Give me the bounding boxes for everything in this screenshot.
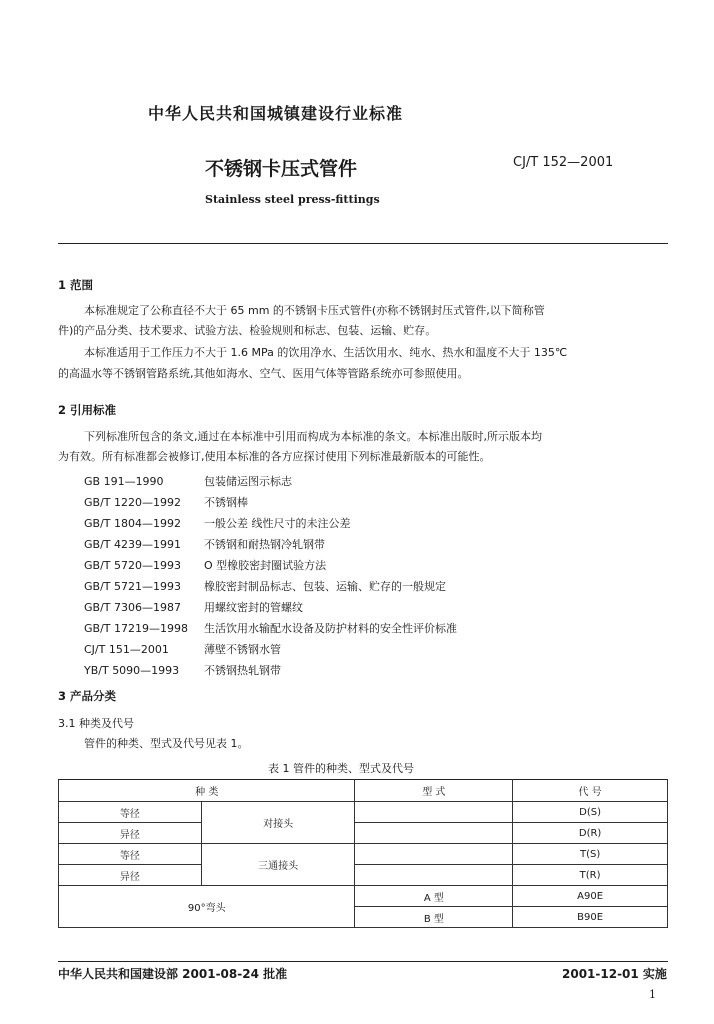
- reference-title: 一般公差 线性尺寸的未注公差: [204, 517, 351, 530]
- fittings-table: [58, 779, 668, 928]
- section-1-paragraph-2-line-2: 的高温水等不锈钢管路系统,其他如海水、空气、医用气体等管路系统亦可参照使用。: [58, 367, 469, 380]
- reference-list: [84, 471, 457, 681]
- reference-item: [84, 660, 457, 681]
- group-cell: 三通接头: [201, 844, 355, 886]
- document-title-english: Stainless steel press-fittings: [205, 193, 380, 206]
- reference-code: GB/T 1804—1992: [84, 517, 181, 530]
- subcategory-cell: 异径: [59, 865, 202, 886]
- form-cell: [355, 802, 513, 823]
- page-number: 1: [649, 988, 656, 1001]
- reference-code: GB/T 1220—1992: [84, 496, 181, 509]
- document-code: CJ/T 152—2001: [513, 155, 614, 170]
- implementation-date: 2001-12-01 实施: [562, 967, 667, 981]
- reference-item: [84, 534, 457, 555]
- reference-item: [84, 555, 457, 576]
- table-row: [59, 886, 668, 907]
- reference-title: 不锈钢和耐热钢冷轧钢带: [204, 538, 325, 551]
- elbow-cell: 90°弯头: [59, 886, 355, 928]
- reference-title: 不锈钢棒: [204, 496, 248, 509]
- reference-item: [84, 618, 457, 639]
- reference-code: GB/T 5720—1993: [84, 559, 181, 572]
- reference-code: GB/T 7306—1987: [84, 601, 181, 614]
- reference-code: GB/T 5721—1993: [84, 580, 181, 593]
- reference-title: 橡胶密封制品标志、包装、运输、贮存的一般规定: [204, 580, 446, 593]
- section-3-heading: 3 产品分类: [58, 689, 117, 703]
- reference-title: 薄壁不锈钢水管: [204, 643, 281, 656]
- section-3-1-heading: 3.1 种类及代号: [58, 717, 134, 730]
- code-cell: T(S): [513, 844, 668, 865]
- reference-title: 生活饮用水输配水设备及防护材料的安全性评价标准: [204, 622, 457, 635]
- approval-line: 中华人民共和国建设部 2001-08-24 批准: [58, 967, 288, 981]
- reference-title: 不锈钢热轧钢带: [204, 664, 281, 677]
- header-code: 代 号: [513, 780, 668, 802]
- section-1-paragraph-2-line-1: 本标准适用于工作压力不大于 1.6 MPa 的饮用净水、生活饮用水、纯水、热水和温度不大于 135℃: [84, 346, 568, 359]
- form-cell: [355, 865, 513, 886]
- subcategory-cell: 等径: [59, 802, 202, 823]
- code-cell: D(S): [513, 802, 668, 823]
- table-1-caption: 表 1 管件的种类、型式及代号: [268, 762, 414, 775]
- reference-code: YB/T 5090—1993: [84, 664, 180, 677]
- reference-item: [84, 597, 457, 618]
- code-cell: T(R): [513, 865, 668, 886]
- group-cell: 对接头: [201, 802, 355, 844]
- form-cell: [355, 844, 513, 865]
- form-cell: A 型: [355, 886, 513, 907]
- reference-code: GB/T 17219—1998: [84, 622, 188, 635]
- reference-item: [84, 471, 457, 492]
- subcategory-cell: 异径: [59, 823, 202, 844]
- reference-title: 用螺纹密封的管螺纹: [204, 601, 303, 614]
- code-cell: A90E: [513, 886, 668, 907]
- code-cell: B90E: [513, 907, 668, 928]
- section-1-heading: 1 范围: [58, 278, 94, 292]
- document-title: 不锈钢卡压式管件: [205, 158, 358, 180]
- code-cell: D(R): [513, 823, 668, 844]
- section-3-1-text: 管件的种类、型式及代号见表 1。: [84, 737, 249, 750]
- reference-code: CJ/T 151—2001: [84, 643, 169, 656]
- reference-item: [84, 492, 457, 513]
- header-form: 型 式: [355, 780, 513, 802]
- table-header-row: [59, 780, 668, 802]
- reference-code: GB/T 4239—1991: [84, 538, 181, 551]
- reference-item: [84, 639, 457, 660]
- table-row: [59, 865, 668, 886]
- reference-item: [84, 513, 457, 534]
- table-row: [59, 802, 668, 823]
- section-2-paragraph-line-2: 为有效。所有标准都会被修订,使用本标准的各方应探讨使用下列标准最新版本的可能性。: [58, 450, 491, 463]
- header-category: 种 类: [59, 780, 355, 802]
- form-cell: [355, 823, 513, 844]
- form-cell: B 型: [355, 907, 513, 928]
- subcategory-cell: 等径: [59, 844, 202, 865]
- table-row: [59, 844, 668, 865]
- footer-divider: [58, 961, 668, 962]
- table-row: [59, 823, 668, 844]
- header-divider: [58, 243, 668, 244]
- reference-title: O 型橡胶密封圈试验方法: [204, 559, 327, 572]
- standard-category-title: 中华人民共和国城镇建设行业标准: [148, 104, 404, 123]
- reference-item: [84, 576, 457, 597]
- section-2-heading: 2 引用标准: [58, 403, 117, 417]
- section-1-paragraph-1-line-2: 件)的产品分类、技术要求、试验方法、检验规则和标志、包装、运输、贮存。: [58, 324, 437, 337]
- reference-code: GB 191—1990: [84, 475, 164, 488]
- section-1-paragraph-1-line-1: 本标准规定了公称直径不大于 65 mm 的不锈钢卡压式管件(亦称不锈钢封压式管件,以下简称管: [84, 304, 545, 317]
- reference-title: 包装储运图示标志: [204, 475, 292, 488]
- section-2-paragraph-line-1: 下列标准所包含的条文,通过在本标准中引用而构成为本标准的条文。本标准出版时,所示版本均: [84, 430, 542, 443]
